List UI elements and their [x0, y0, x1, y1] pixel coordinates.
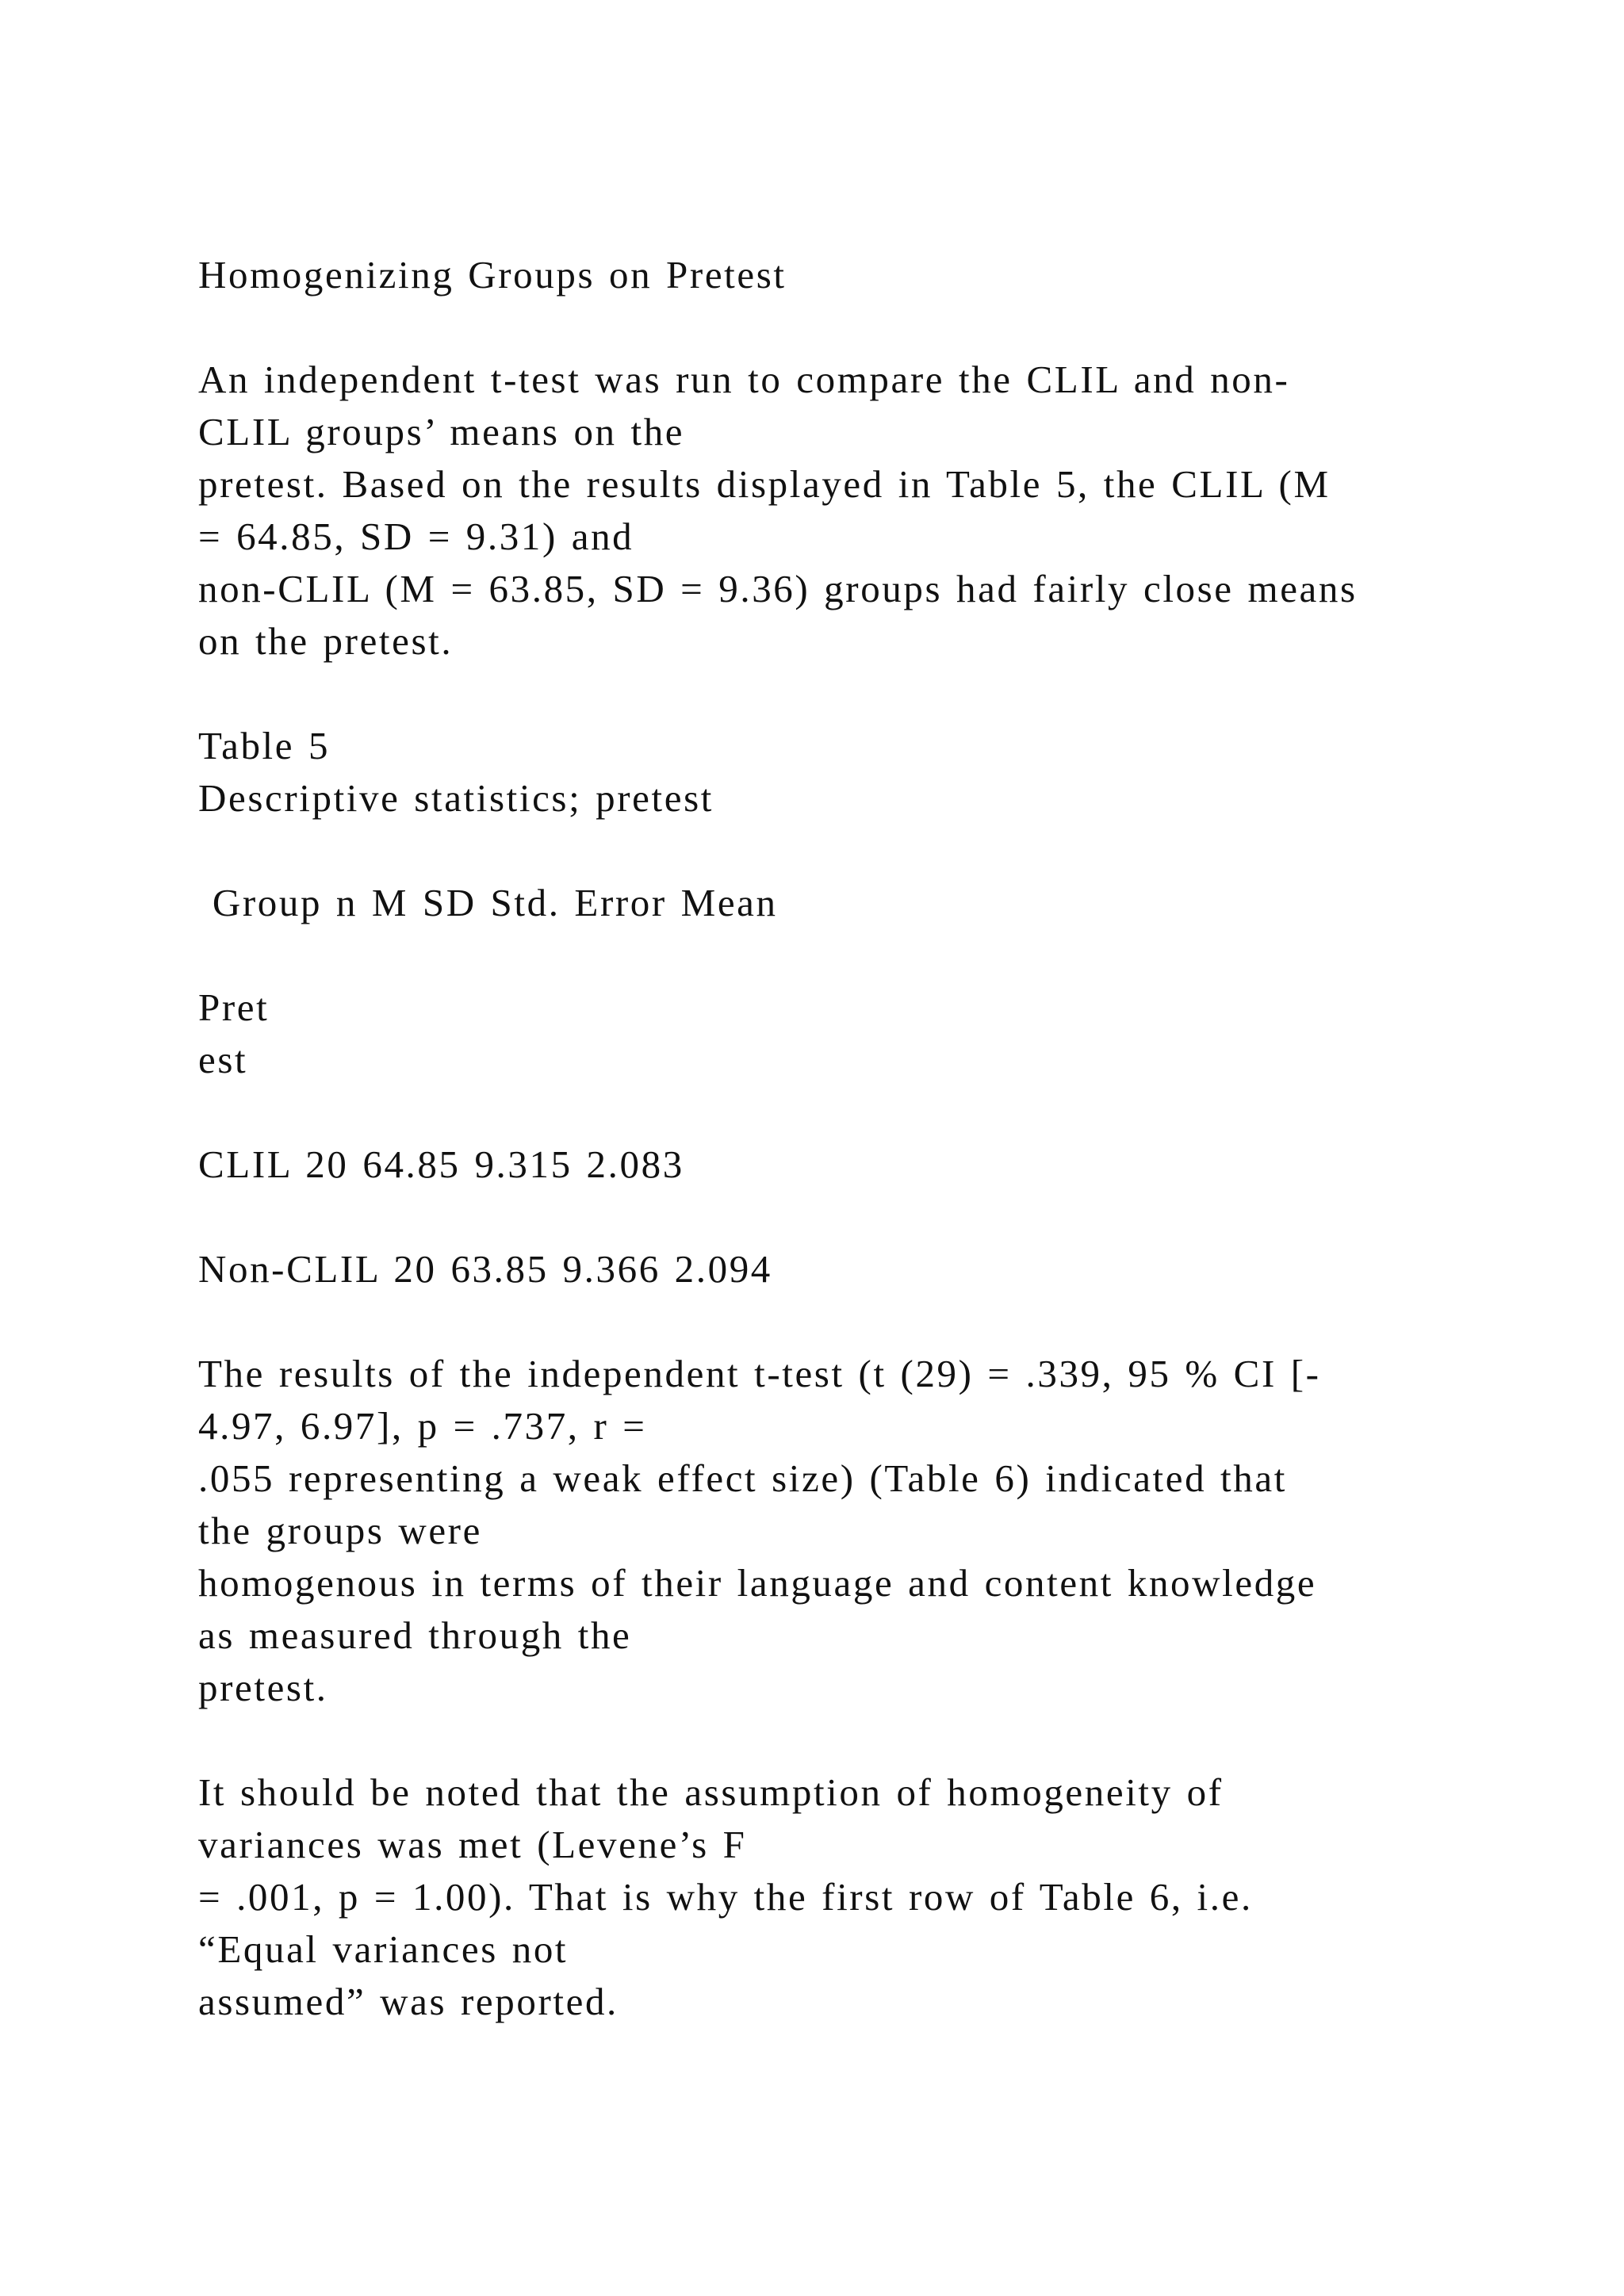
- paragraph-line: pretest. Based on the results displayed in Table 5, the CLIL (M: [198, 462, 1331, 506]
- spacer: [198, 929, 1515, 982]
- document-heading: Homogenizing Groups on Pretest: [198, 253, 787, 297]
- paragraph-line: the groups were: [198, 1509, 482, 1552]
- paragraph-note: [198, 1766, 1515, 2028]
- spacer: [198, 1295, 1515, 1348]
- paragraph-line: 4.97, 6.97], p = .737, r =: [198, 1404, 647, 1448]
- paragraph-line: CLIL groups’ means on the: [198, 410, 685, 453]
- paragraph-line: = .001, p = 1.00). That is why the first row of Table 6, i.e.: [198, 1875, 1253, 1919]
- paragraph-line: on the pretest.: [198, 619, 454, 663]
- spacer: [198, 668, 1515, 720]
- paragraph-line: “Equal variances not: [198, 1927, 569, 1971]
- paragraph-intro: [198, 354, 1515, 668]
- spacer: [198, 1191, 1515, 1243]
- table-caption: Descriptive statistics; pretest: [198, 776, 714, 820]
- paragraph-line: An independent t-test was run to compare the CLIL and non-: [198, 358, 1290, 401]
- paragraph-line: The results of the independent t-test (t (29) = .339, 95 % CI [-: [198, 1352, 1321, 1395]
- table-row-label: est: [198, 1038, 248, 1081]
- paragraph-results: [198, 1348, 1515, 1714]
- paragraph-line: homogenous in terms of their language and content knowledge: [198, 1561, 1317, 1605]
- paragraph-line: .055 representing a weak effect size) (Table 6) indicated that: [198, 1456, 1287, 1500]
- paragraph-line: as measured through the: [198, 1613, 632, 1657]
- spacer: [198, 301, 1515, 354]
- table-label: Table 5: [198, 724, 331, 767]
- paragraph-line: pretest.: [198, 1666, 328, 1709]
- spacer: [198, 1086, 1515, 1138]
- table-row-label: Pret: [198, 985, 270, 1029]
- table-block: [198, 720, 1515, 1295]
- table-row: CLIL 20 64.85 9.315 2.083: [198, 1142, 684, 1186]
- paragraph-line: assumed” was reported.: [198, 1980, 619, 2023]
- table-row: Non-CLIL 20 63.85 9.366 2.094: [198, 1247, 772, 1291]
- spacer: [198, 825, 1515, 877]
- table-header: Group n M SD Std. Error Mean: [198, 881, 778, 924]
- paragraph-line: = 64.85, SD = 9.31) and: [198, 515, 634, 558]
- paragraph-line: variances was met (Levene’s F: [198, 1823, 747, 1866]
- document-page: [198, 249, 1515, 2028]
- spacer: [198, 1714, 1515, 1766]
- paragraph-line: It should be noted that the assumption of homogeneity of: [198, 1770, 1224, 1814]
- paragraph-line: non-CLIL (M = 63.85, SD = 9.36) groups had fairly close means: [198, 567, 1358, 610]
